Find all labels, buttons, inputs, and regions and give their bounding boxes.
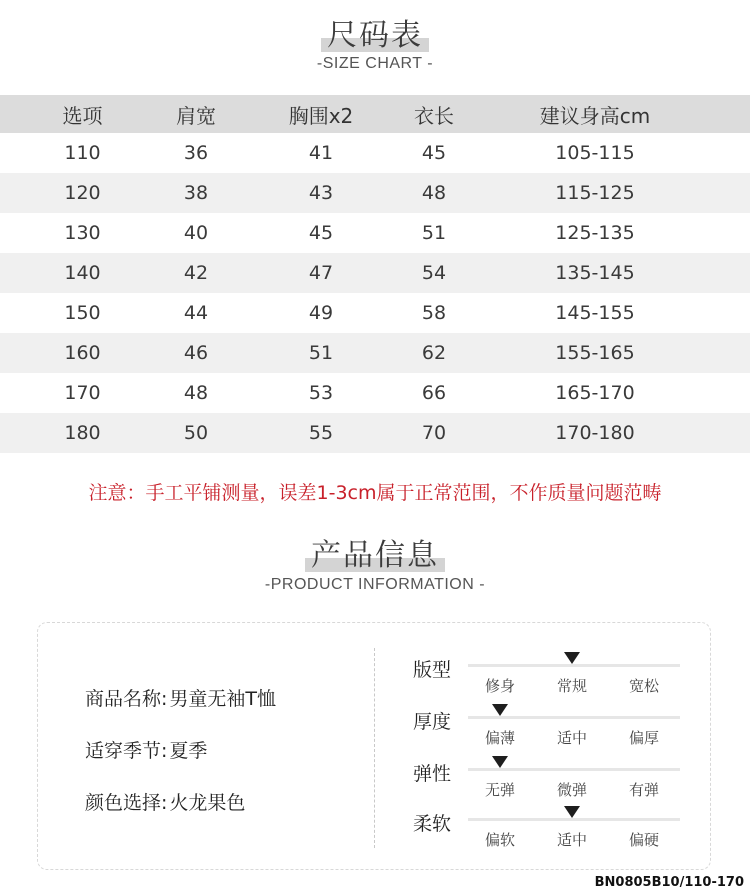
table-cell: 70: [421, 422, 447, 444]
table-cell: 41: [308, 142, 334, 164]
product-info-title: 产品信息: [311, 538, 439, 573]
size-table: [0, 95, 750, 453]
table-cell: 140: [64, 262, 101, 284]
scale-option: 适中: [556, 729, 587, 747]
scale-option: 偏软: [484, 831, 515, 849]
product-code: BN0805B10/110-170: [594, 875, 744, 890]
table-cell: 53: [308, 382, 334, 404]
scale-option: 适中: [556, 831, 587, 849]
table-cell: 38: [183, 182, 209, 204]
attribute-label: 厚度: [413, 711, 452, 733]
table-cell: 50: [183, 422, 209, 444]
table-cell: 45: [308, 222, 334, 244]
table-cell: 51: [308, 342, 334, 364]
table-cell: 40: [183, 222, 209, 244]
size-chart-subtitle: -SIZE CHART -: [316, 55, 434, 72]
table-cell: 51: [421, 222, 447, 244]
table-row: [0, 373, 750, 413]
table-cell: 160: [64, 342, 101, 364]
product-color: [85, 788, 247, 815]
table-cell: 54: [421, 262, 447, 284]
scale-option: 常规: [556, 677, 587, 695]
table-cell: 46: [183, 342, 209, 364]
table-cell: 58: [421, 302, 447, 324]
product-season-value: 夏季: [169, 740, 208, 762]
table-cell: 180: [64, 422, 101, 444]
attribute-label: 柔软: [413, 813, 452, 835]
table-row: [0, 213, 750, 253]
header-cell: 肩宽: [176, 103, 216, 128]
table-cell: 42: [183, 262, 209, 284]
table-row: [0, 253, 750, 293]
scale-option: 偏硬: [628, 831, 659, 849]
scale-option: 偏薄: [484, 729, 515, 747]
table-cell: 115-125: [555, 182, 635, 204]
table-cell: 48: [183, 382, 209, 404]
product-color-value: 火龙果色: [169, 792, 246, 814]
scale-option: 宽松: [628, 677, 659, 695]
size-chart-heading: [0, 10, 750, 54]
table-cell: 150: [64, 302, 101, 324]
product-name: [85, 684, 278, 711]
header-cell: 衣长: [414, 103, 454, 128]
table-cell: 43: [308, 182, 334, 204]
scale-option: 偏厚: [628, 729, 659, 747]
table-cell: 55: [308, 422, 334, 444]
header-cell: 建议身高cm: [539, 103, 651, 128]
measurement-note: 注意：手工平铺测量，误差1-3cm属于正常范围，不作质量问题范畴: [88, 482, 662, 504]
scale-track: [468, 716, 680, 719]
table-body: [0, 133, 750, 453]
product-name-value: 男童无袖T恤: [169, 688, 277, 710]
product-info-heading: [0, 530, 750, 574]
scale-option: 有弹: [628, 781, 659, 799]
product-info-subtitle: -PRODUCT INFORMATION -: [264, 576, 486, 593]
attribute-label: 弹性: [413, 763, 452, 785]
size-chart-title: 尺码表: [327, 18, 423, 53]
table-row: [0, 293, 750, 333]
table-cell: 48: [421, 182, 447, 204]
selected-marker-icon: [492, 704, 508, 716]
scale-track: [468, 664, 680, 667]
product-season: [85, 736, 209, 763]
table-cell: 36: [183, 142, 209, 164]
table-cell: 125-135: [555, 222, 635, 244]
table-row: [0, 413, 750, 453]
scale-track: [468, 768, 680, 771]
table-cell: 45: [421, 142, 447, 164]
selected-marker-icon: [564, 806, 580, 818]
header-cell: 选项: [62, 103, 103, 128]
selected-marker-icon: [564, 652, 580, 664]
scale-option: 修身: [484, 677, 515, 695]
product-season-label: 适穿季节:: [85, 740, 168, 762]
table-cell: 135-145: [555, 262, 635, 284]
header-cell: 胸围x2: [288, 103, 354, 128]
table-cell: 170: [64, 382, 101, 404]
product-name-label: 商品名称:: [85, 688, 168, 710]
table-cell: 170-180: [555, 422, 635, 444]
table-cell: 130: [64, 222, 101, 244]
table-cell: 120: [64, 182, 101, 204]
table-row: [0, 333, 750, 373]
card-divider: [374, 648, 375, 848]
table-row: [0, 173, 750, 213]
table-cell: 62: [421, 342, 447, 364]
product-color-label: 颜色选择:: [85, 792, 168, 814]
scale-track: [468, 818, 680, 821]
table-cell: 155-165: [555, 342, 635, 364]
table-cell: 110: [64, 142, 101, 164]
table-cell: 145-155: [555, 302, 635, 324]
table-cell: 44: [183, 302, 209, 324]
table-cell: 66: [421, 382, 447, 404]
table-cell: 47: [308, 262, 334, 284]
scale-option: 微弹: [556, 781, 587, 799]
table-cell: 165-170: [555, 382, 635, 404]
attribute-label: 版型: [413, 659, 452, 681]
selected-marker-icon: [492, 756, 508, 768]
scale-option: 无弹: [484, 781, 515, 799]
table-cell: 49: [308, 302, 334, 324]
table-cell: 105-115: [555, 142, 635, 164]
table-header-row: [0, 95, 750, 133]
table-row: [0, 133, 750, 173]
